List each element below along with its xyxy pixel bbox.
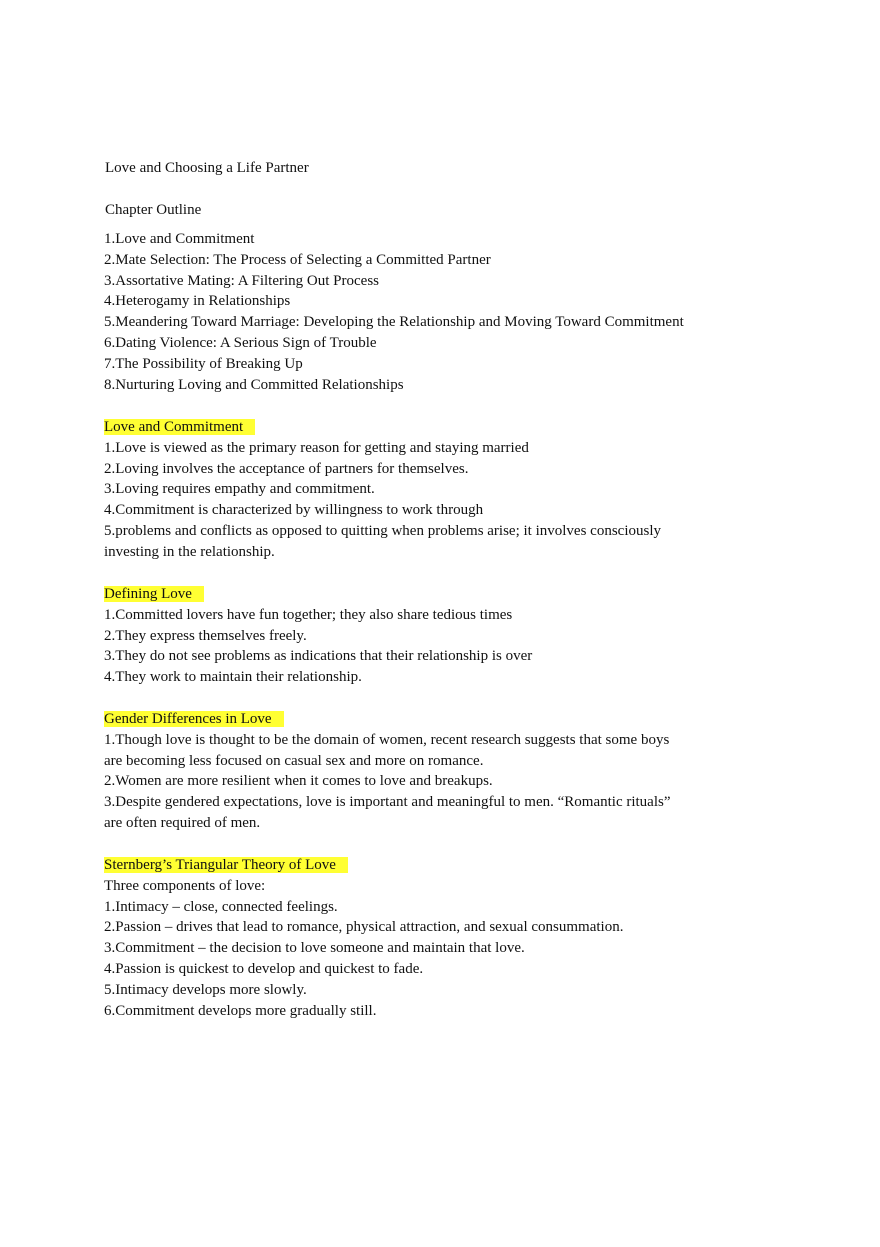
section-heading-highlighted: Defining Love: [104, 586, 204, 602]
section-heading-highlighted: Gender Differences in Love: [104, 711, 284, 727]
section-line: 4.Commitment is characterized by willingness to work through: [104, 502, 484, 519]
section-defining-love: [104, 584, 744, 688]
section-line: 2.They express themselves freely.: [104, 627, 307, 644]
outline-item: 8.Nurturing Loving and Committed Relationships: [104, 376, 404, 393]
section-gender-differences: [104, 709, 744, 834]
outline-item: 3.Assortative Mating: A Filtering Out Process: [104, 272, 379, 289]
section-line: 4.They work to maintain their relationship.: [104, 669, 362, 686]
outline-item: 7.The Possibility of Breaking Up: [104, 355, 303, 372]
section-line: are often required of men.: [104, 814, 261, 831]
section-line: 1.Committed lovers have fun together; they also share tedious times: [104, 606, 513, 623]
outline-item: 6.Dating Violence: A Serious Sign of Trouble: [104, 334, 377, 351]
document-title: Love and Choosing a Life Partner: [105, 160, 309, 176]
section-line: 2.Loving involves the acceptance of partners for themselves.: [104, 460, 469, 477]
section-line: 6.Commitment develops more gradually still.: [104, 1002, 377, 1019]
section-line: 2.Women are more resilient when it comes to love and breakups.: [104, 773, 493, 790]
chapter-outline-heading: Chapter Outline: [105, 202, 202, 218]
section-line: 5.Intimacy develops more slowly.: [104, 981, 307, 998]
section-line: 3.Commitment – the decision to love someone and maintain that love.: [104, 940, 525, 957]
section-line: 4.Passion is quickest to develop and quickest to fade.: [104, 960, 424, 977]
section-line: 5.problems and conflicts as opposed to quitting when problems arise; it involves consciously: [104, 522, 661, 539]
section-line: 3.Loving requires empathy and commitment.: [104, 481, 375, 498]
section-line: 1.Love is viewed as the primary reason for getting and staying married: [104, 439, 529, 456]
section-heading-highlighted: Sternberg’s Triangular Theory of Love: [104, 857, 348, 873]
section-line: 1.Though love is thought to be the domain of women, recent research suggests that some boys: [104, 731, 670, 748]
section-line: are becoming less focused on casual sex and more on romance.: [104, 752, 484, 769]
section-line: 3.They do not see problems as indications that their relationship is over: [104, 648, 533, 665]
section-love-and-commitment: [104, 417, 744, 563]
outline-item: 5.Meandering Toward Marriage: Developing the Relationship and Moving Toward Commitment: [104, 314, 684, 331]
section-line: investing in the relationship.: [104, 543, 275, 560]
chapter-outline-list: [104, 229, 744, 395]
section-line: 3.Despite gendered expectations, love is important and meaningful to men. “Romantic rituals”: [104, 794, 671, 811]
outline-item: 2.Mate Selection: The Process of Selecting a Committed Partner: [104, 251, 491, 268]
outline-item: 1.Love and Commitment: [104, 231, 255, 247]
section-line: Three components of love:: [104, 877, 266, 894]
section-line: 1.Intimacy – close, connected feelings.: [104, 898, 338, 915]
section-line: 2.Passion – drives that lead to romance, physical attraction, and sexual consummation.: [104, 919, 624, 936]
outline-item: 4.Heterogamy in Relationships: [104, 293, 291, 310]
section-sternberg-theory: [104, 855, 744, 1021]
section-heading-highlighted: Love and Commitment: [104, 419, 255, 435]
